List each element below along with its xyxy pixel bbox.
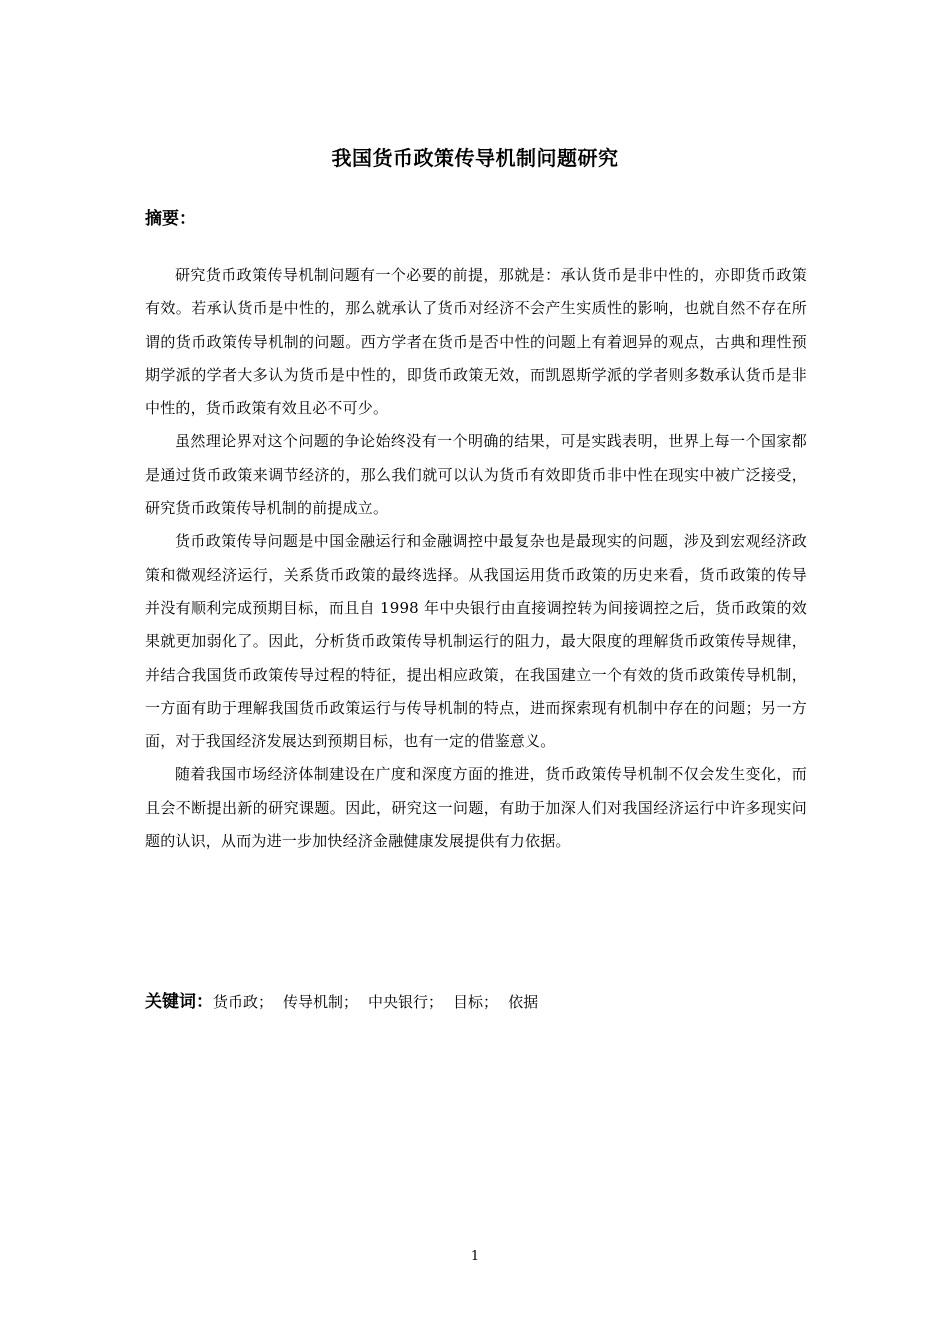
abstract-paragraph-3: 货币政策传导问题是中国金融运行和金融调控中最复杂也是最现实的问题，涉及到宏观经济政策和微观经济运行，关系货币政策的最终选择。从我国运用货币政策的历史来看，货币政策的传导并没有顺利完成预期目标，而且自 1998 年中央银行由直接调控转为间接调控之后，货币政策的效果就更加弱化了。因此，分析货币政策传导机制运行的阻力，最大限度的理解货币政策传导规律，并结合我国货币政策传导过程的特征，提出相应政策，在我国建立一个有效的货币政策传导机制，一方面有助于理解我国货币政策运行与传导机制的特点，进而探索现有机制中存在的问题；另一方面，对于我国经济发展达到预期目标，也有一定的借鉴意义。	[145, 532, 807, 751]
keywords-line	[145, 988, 807, 1016]
abstract-heading: 摘要：	[145, 209, 196, 229]
document-title: 我国货币政策传导机制问题研究	[331, 146, 619, 170]
abstract-paragraph-4: 随着我国市场经济体制建设在广度和深度方面的推进，货币政策传导机制不仅会发生变化，而且会不断提出新的研究课题。因此，研究这一问题，有助于加深人们对我国经济运行中许多现实问题的认识，从而为进一步加快经济金融健康发展提供有力依据。	[145, 765, 807, 851]
keyword-item: 传导机制；	[283, 993, 359, 1011]
keyword-item: 依据	[508, 993, 539, 1011]
keyword-item: 目标；	[453, 993, 499, 1011]
keyword-item: 中央银行；	[368, 993, 444, 1011]
keywords-label: 关键词：	[145, 992, 213, 1012]
abstract-paragraph-2: 虽然理论界对这个问题的争论始终没有一个明确的结果，可是实践表明，世界上每一个国家都是通过货币政策来调节经济的，那么我们就可以认为货币有效即货币非中性在现实中被广泛接受，研究货币政策传导机制的前提成立。	[145, 432, 807, 518]
keyword-item: 货币政；	[213, 993, 274, 1011]
page-number: 1	[470, 1249, 480, 1264]
abstract-body	[145, 259, 807, 858]
abstract-paragraph-1: 研究货币政策传导机制问题有一个必要的前提，那就是：承认货币是非中性的，亦即货币政策有效。若承认货币是中性的，那么就承认了货币对经济不会产生实质性的影响，也就自然不存在所谓的货币政策传导机制的问题。西方学者在货币是否中性的问题上有着迥异的观点，古典和理性预期学派的学者大多认为货币是中性的，即货币政策无效，而凯恩斯学派的学者则多数承认货币是非中性的，货币政策有效且必不可少。	[145, 266, 807, 418]
